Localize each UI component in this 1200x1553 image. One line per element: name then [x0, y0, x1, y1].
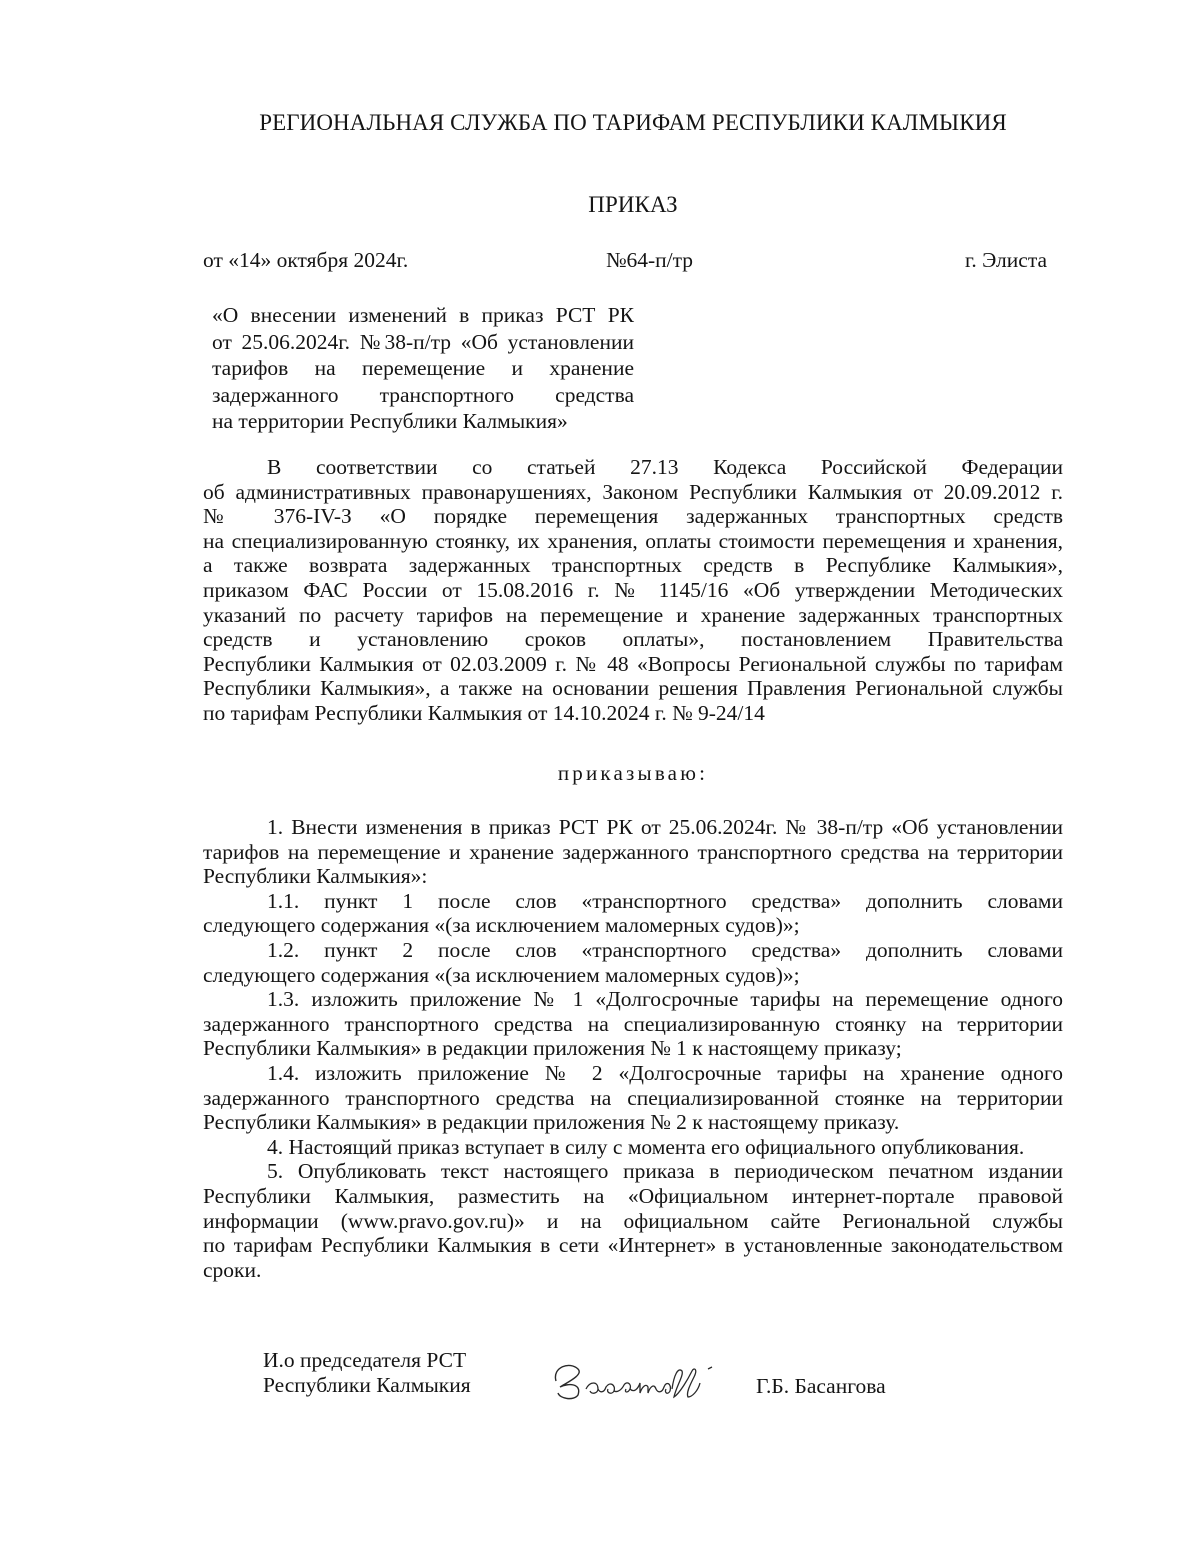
subject-line: задержанного транспортного средства [212, 382, 634, 407]
item-line: следующего содержания «(за исключением маломерных судов)»; [203, 962, 800, 987]
decree-verb: приказываю: [557, 761, 709, 785]
preamble-line: приказом ФАС России от 15.08.2016 г. № 1145/16 «Об утверждении Методических [203, 577, 1063, 602]
handwritten-signature [548, 1353, 728, 1405]
order-number: №64-п/тр [606, 248, 694, 272]
item-line: тарифов на перемещение и хранение задержанного транспортного средства на территории [203, 839, 1063, 864]
preamble-line: об административных правонарушениях, Законом Республики Калмыкия от 20.09.2012 г. [203, 479, 1063, 504]
item-line: 1. Внести изменения в приказ РСТ РК от 25.06.2024г. № 38-п/тр «Об установлении [267, 815, 1063, 839]
item-line: Республики Калмыкия» в редакции приложения № 1 к настоящему приказу; [203, 1036, 902, 1061]
document-type: ПРИКАЗ [588, 192, 678, 217]
item-line: информации (www.pravo.gov.ru)» и на официальном сайте Региональной службы [203, 1208, 1063, 1233]
signatory-position-line: И.о председателя РСТ [263, 1348, 467, 1372]
item-line: 5. Опубликовать текст настоящего приказа в периодическом печатном издании [267, 1159, 1063, 1184]
subject-line: тарифов на перемещение и хранение [212, 356, 634, 380]
item-line: 1.1. пункт 1 после слов «транспортного средства» дополнить словами [267, 888, 1063, 913]
order-subject [212, 302, 634, 435]
order-date: от «14» октября 2024г. [203, 248, 409, 272]
organization-title: РЕГИОНАЛЬНАЯ СЛУЖБА ПО ТАРИФАМ РЕСПУБЛИКИ КАЛМЫКИЯ [259, 110, 1007, 135]
preamble-line: Республики Калмыкия от 02.03.2009 г. № 48 «Вопросы Региональной службы по тарифам [203, 651, 1063, 676]
preamble-line: средств и установлению сроков оплаты», постановлением Правительства [203, 627, 1063, 652]
item-line: сроки. [203, 1257, 262, 1282]
item-line: 1.3. изложить приложение № 1 «Долгосрочные тарифы на перемещение одного [267, 987, 1063, 1012]
preamble-line: по тарифам Республики Калмыкия от 14.10.2024 г. № 9-24/14 [203, 700, 765, 725]
preamble-line: В соответствии со статьей 27.13 Кодекса Российской Федерации [267, 455, 1063, 479]
preamble-line: на специализированную стоянку, их хранения, оплаты стоимости перемещения и хранения, [203, 528, 1063, 553]
item-line: задержанного транспортного средства на специализированной стоянке на территории [203, 1085, 1063, 1110]
item-line: Республики Калмыкия» в редакции приложения № 2 к настоящему приказу. [203, 1110, 900, 1135]
signatory-name: Г.Б. Басангова [756, 1374, 886, 1398]
item-line: Республики Калмыкия, разместить на «Официальном интернет-портале правовой [203, 1183, 1063, 1208]
signatory-position-line: Республики Калмыкия [263, 1373, 471, 1397]
subject-line: «О внесении изменений в приказ РСТ РК [212, 303, 634, 327]
preamble-line: № 376-IV-З «О порядке перемещения задержанных транспортных средств [203, 504, 1063, 529]
item-line: следующего содержания «(за исключением маломерных судов)»; [203, 913, 800, 938]
preamble-line: а также возврата задержанных транспортных средств в Республике Калмыкия», [203, 553, 1063, 578]
item-line: Республики Калмыкия»: [203, 864, 428, 889]
signatory-position [263, 1348, 471, 1398]
item-line: 1.4. изложить приложение № 2 «Долгосрочные тарифы на хранение одного [267, 1060, 1063, 1085]
preamble-paragraph [203, 455, 1063, 726]
order-city: г. Элиста [965, 248, 1048, 272]
item-line: задержанного транспортного средства на специализированную стоянку на территории [203, 1011, 1063, 1036]
subject-line: на территории Республики Калмыкия» [212, 409, 568, 433]
item-line: 1.2. пункт 2 после слов «транспортного средства» дополнить словами [267, 937, 1063, 962]
subject-line: от 25.06.2024г. №38-п/тр «Об установлении [212, 329, 634, 354]
item-line: 4. Настоящий приказ вступает в силу с момента его официального опубликования. [267, 1134, 1025, 1159]
preamble-line: Республики Калмыкия», а также на основании решения Правления Региональной службы [203, 676, 1063, 701]
item-line: по тарифам Республики Калмыкия в сети «Интернет» в установленные законодательством [203, 1233, 1063, 1258]
order-items [203, 815, 1063, 1282]
preamble-line: указаний по расчету тарифов на перемещение и хранение задержанных транспортных [203, 602, 1063, 627]
